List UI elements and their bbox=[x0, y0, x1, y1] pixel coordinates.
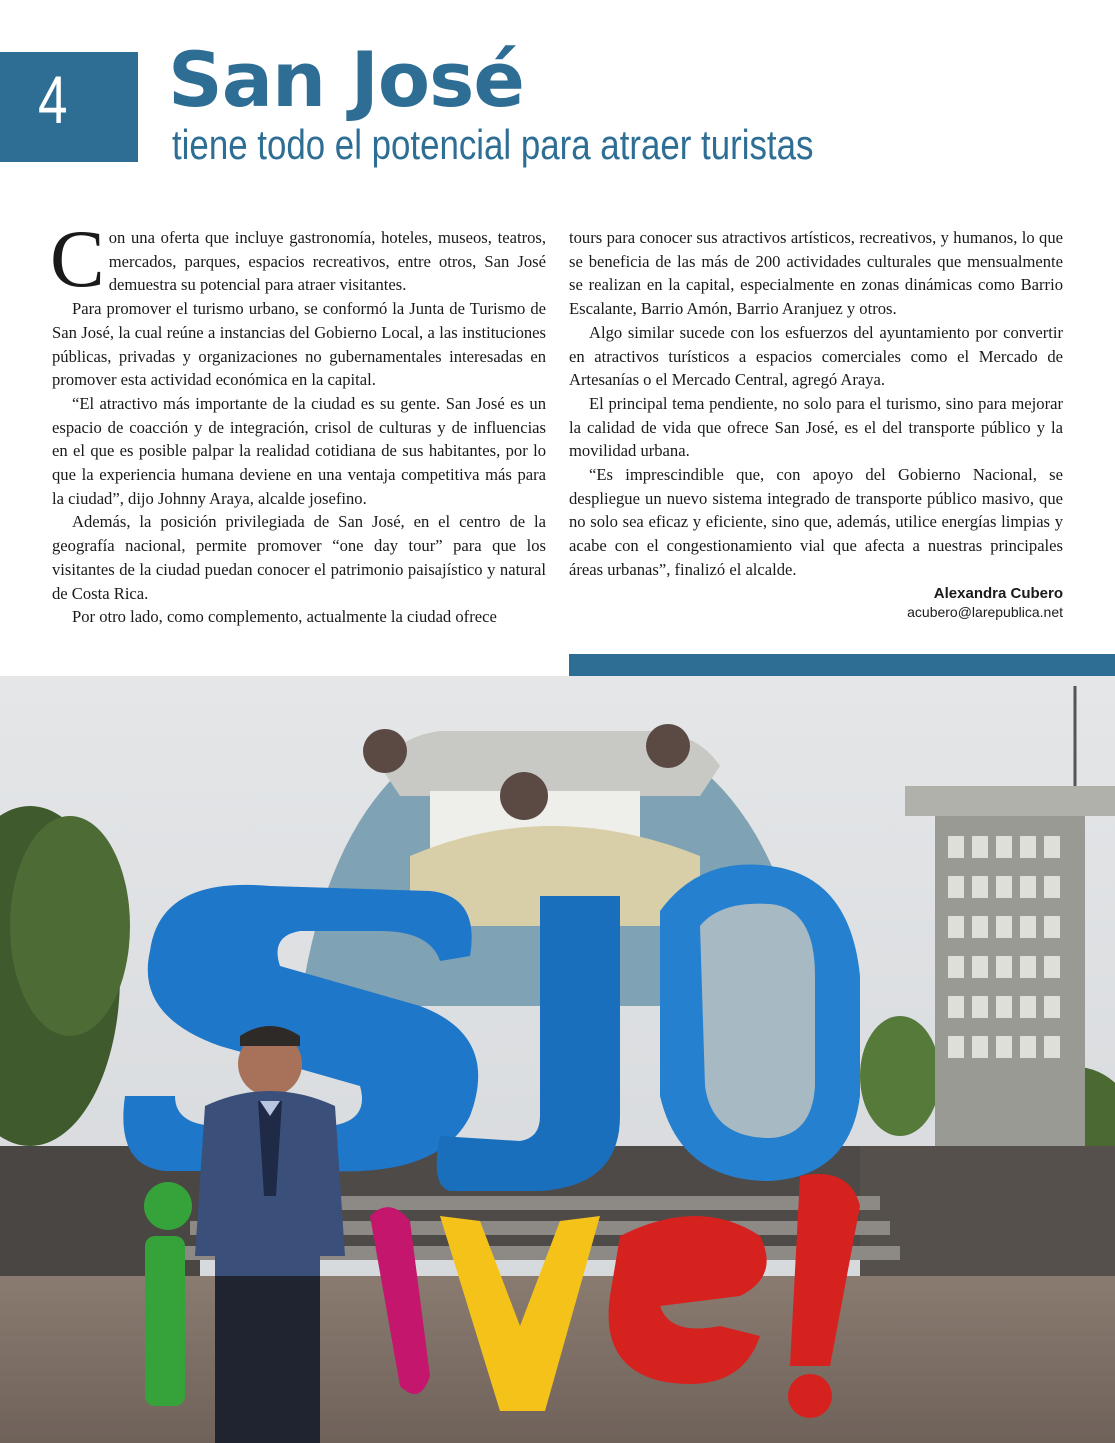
article-paragraph: Con una oferta que incluye gastronomía, hoteles, museos, teatros, mercados, parques, espacios recreativos, entre otros, San José demuestra su potencial para atraer visitantes. bbox=[50, 213, 546, 304]
page-title: San José bbox=[168, 35, 524, 124]
article-paragraph: “Es imprescindible que, con apoyo del Gobierno Nacional, se despliegue un nuevo sistema integrado de transporte público masivo, que no solo sea eficaz y eficiente, sino que, además, utilice energías limpias y acabe con el congestionamiento vial que afecta a nuestras principales áreas urbanas”, finalizó el alcalde. bbox=[569, 465, 1063, 579]
section-number: 4 bbox=[38, 62, 68, 138]
author-name: Alexandra Cubero bbox=[933, 585, 1063, 602]
section-number-block bbox=[0, 52, 138, 162]
drop-cap: C bbox=[50, 213, 105, 304]
article-paragraph: Además, la posición privilegiada de San José, en el centro de la geografía nacional, permite promover “one day tour” para que los visitantes de la ciudad puedan conocer el patrimonio paisajístico y natural de Costa Rica. bbox=[52, 512, 546, 603]
accent-rule bbox=[569, 654, 1115, 676]
article-paragraph: Por otro lado, como complemento, actualmente la ciudad ofrece bbox=[72, 607, 497, 627]
article-column-left bbox=[50, 213, 546, 629]
article-paragraph: El principal tema pendiente, no solo para el turismo, sino para mejorar la calidad de vida que ofrece San José, es el del transporte público y la movilidad urbana. bbox=[569, 393, 1063, 461]
article-paragraph: Algo similar sucede con los esfuerzos del ayuntamiento por convertir en atractivos turísticos a espacios comerciales como el Mercado de Artesanías o el Mercado Central, agregó Araya. bbox=[569, 322, 1063, 390]
article-paragraph: tours para conocer sus atractivos artísticos, recreativos, y humanos, lo que se beneficia de las más de 200 actividades culturales que mensualmente se realizan en la capital, especialmente en zonas dinámicas como Barrio Escalante, Barrio Amón, Barrio Aranjuez y otros. bbox=[569, 228, 1063, 319]
author-email: acubero@larepublica.net bbox=[907, 604, 1063, 620]
article-photo bbox=[0, 676, 1115, 1443]
page-subtitle: tiene todo el potencial para atraer turistas bbox=[172, 121, 814, 168]
article-paragraph: “El atractivo más importante de la ciudad es su gente. San José es un espacio de coacción y de integración, crisol de culturas y de influencias en el que es posible palpar la realidad cotidiana de sus habitantes, por lo que la experiencia humana deviene en una ventaja competitiva más para la ciudad”, dijo Johnny Araya, alcalde josefino. bbox=[52, 393, 546, 508]
byline bbox=[907, 585, 1063, 620]
article-paragraph: Para promover el turismo urbano, se conformó la Junta de Turismo de San José, la cual reúne a instancias del Gobierno Local, a las instituciones públicas, privadas y organizaciones no gubernamentales interesadas en promover esta actividad económica en la capital. bbox=[52, 299, 546, 390]
article-column-right bbox=[569, 226, 1063, 582]
